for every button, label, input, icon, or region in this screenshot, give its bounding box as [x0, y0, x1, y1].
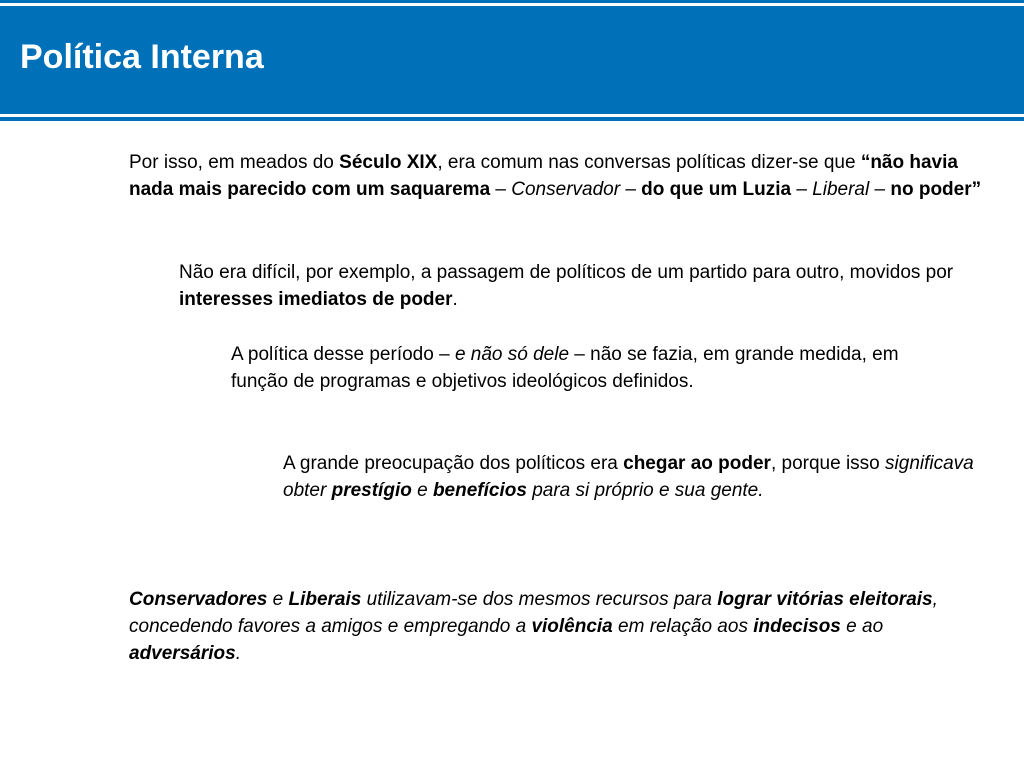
- italic-text: [129, 589, 938, 664]
- text-span: A grande preocupação dos políticos era: [283, 453, 624, 474]
- bold-italic-text: Liberais: [288, 589, 362, 610]
- bold-text: Século XIX: [339, 152, 438, 173]
- bold-italic-text: lograr vitórias eleitorais: [717, 589, 933, 610]
- dash-text: –: [490, 179, 512, 200]
- text-span: .: [452, 289, 458, 310]
- bold-italic-text: Conservadores: [129, 589, 268, 610]
- paragraph-passagem-partidos: [179, 259, 999, 313]
- italic-text: Liberal: [812, 179, 870, 200]
- bold-text: no poder”: [890, 179, 982, 200]
- bold-italic-text: [332, 480, 412, 501]
- header-top-rule: [0, 0, 1024, 3]
- paragraph-conservadores-liberais: [129, 586, 999, 667]
- text-span: Não era difícil, por exemplo, a passagem de políticos de um partido para outro, movidos por: [179, 262, 954, 283]
- italic-text: e não só dele: [454, 344, 570, 365]
- text-span: , porque isso: [770, 453, 886, 474]
- bold-text: chegar ao poder: [623, 453, 771, 474]
- text-span: Por isso, em meados do: [129, 152, 340, 173]
- header-bar: [0, 6, 1024, 114]
- header-bottom-rule: [0, 117, 1024, 121]
- text-span: A política desse período –: [231, 344, 455, 365]
- italic-text: significava obter: [283, 453, 974, 501]
- dash-text: –: [869, 179, 891, 200]
- text-span: , era comum nas conversas políticas dizer-se que: [437, 152, 861, 173]
- bold-italic-text: indecisos: [753, 616, 841, 637]
- italic-text: para si próprio e sua gente.: [526, 480, 764, 501]
- text-span: .: [235, 643, 241, 664]
- text-span: e ao: [840, 616, 884, 637]
- bold-text: interesses imediatos de poder: [179, 289, 453, 310]
- text-span: – não se fazia, em grande medida, em função de programas e objetivos ideológicos definidos.: [231, 344, 899, 392]
- dash-text: –: [620, 179, 642, 200]
- slide-title: Política Interna: [20, 38, 264, 76]
- bold-italic-text: violência: [531, 616, 613, 637]
- italic-text: Conservador: [511, 179, 621, 200]
- paragraph-politica-periodo: [231, 341, 951, 395]
- text-span: , concedendo favores a amigos e empregando a: [129, 589, 938, 637]
- paragraph-preocupacao-politicos: [283, 450, 983, 504]
- dash-text: –: [791, 179, 813, 200]
- bold-italic-text: [433, 480, 527, 501]
- bold-italic-text: adversários: [129, 643, 236, 664]
- bold-quote-text: “não havia nada mais parecido com um saquarema: [129, 152, 958, 200]
- text-span: e: [267, 589, 289, 610]
- italic-text: prestígio: [331, 480, 412, 501]
- italic-text: e: [411, 480, 433, 501]
- bold-text: do que um Luzia: [641, 179, 792, 200]
- text-span: em relação aos: [612, 616, 754, 637]
- text-span: utilizavam-se dos mesmos recursos para: [361, 589, 718, 610]
- italic-text: benefícios: [432, 480, 527, 501]
- paragraph-seculo-xix: [129, 149, 999, 203]
